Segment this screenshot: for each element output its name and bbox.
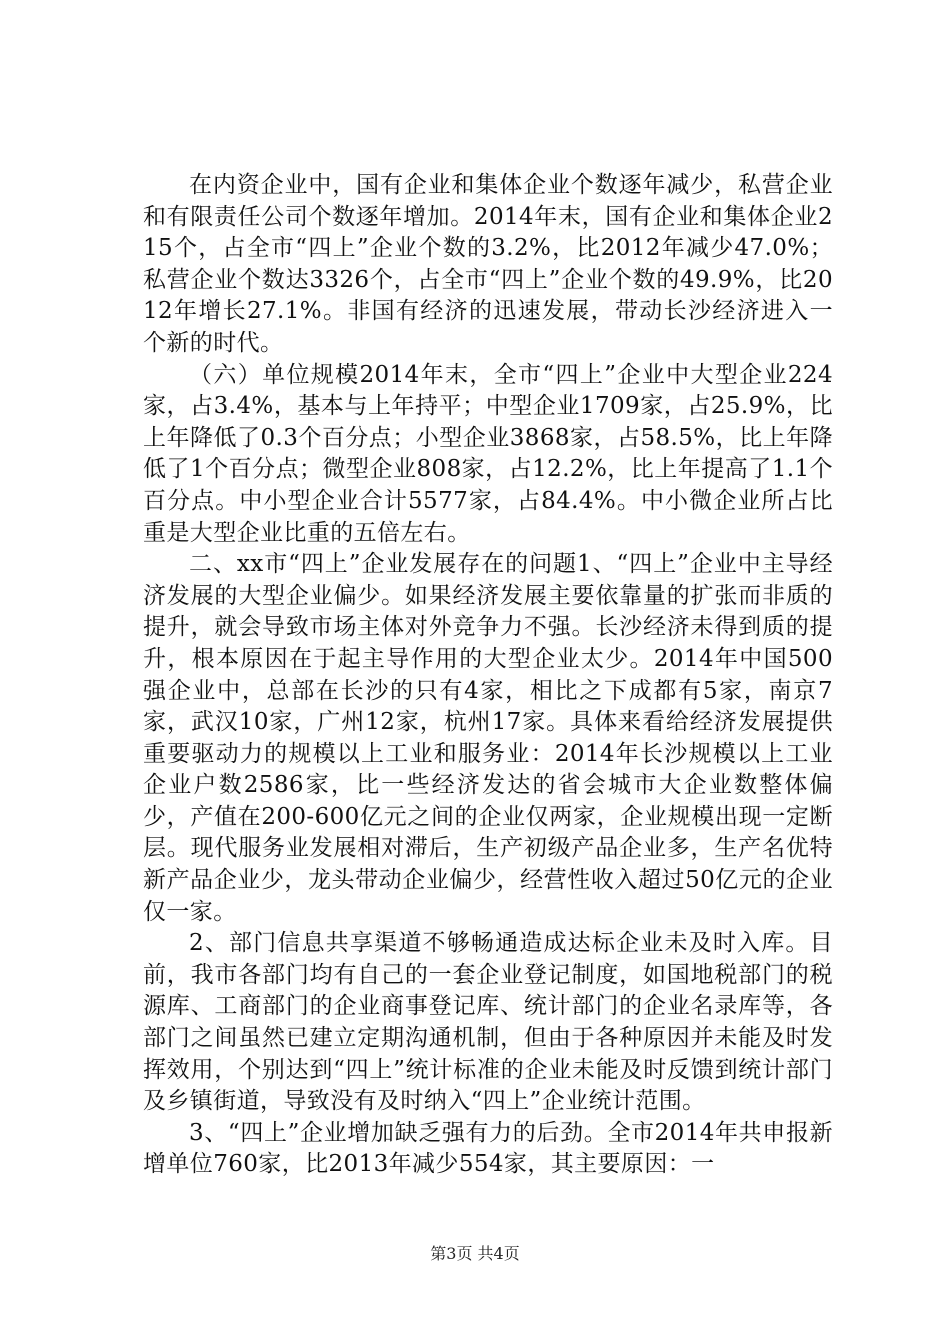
paragraph-domestic-enterprises: 在内资企业中，国有企业和集体企业个数逐年减少，私营企业和有限责任公司个数逐年增加。2014年末，国有企业和集体企业215个，占全市“四上”企业个数的3.2%，比2012年减少47.0%；私营企业个数达3326个，占全市“四上”企业个数的49.9%，比2012年增长27.1%。非国有经济的迅速发展，带动长沙经济进入一个新的时代。 [143, 172, 833, 356]
paragraph-problems-large-enterprises: 二、xx市“四上”企业发展存在的问题1、“四上”企业中主导经济发展的大型企业偏少。如果经济发展主要依靠量的扩张而非质的提升，就会导致市场主体对外竞争力不强。长沙经济未得到质的提升，根本原因在于起主导作用的大型企业太少。2014年中国500强企业中，总部在长沙的只有4家，相比之下成都有5家，南京7家，武汉10家，广州12家，杭州17家。具体来看给经济发展提供重要驱动力的规模以上工业和服务业：2014年长沙规模以上工业企业户数2586家，比一些经济发达的省会城市大企业数整体偏少，产值在200-600亿元之间的企业仅两家，企业规模出现一定断层。现代服务业发展相对滞后，生产初级产品企业多，生产名优特新产品企业少，龙头带动企业偏少，经营性收入超过50亿元的企业仅一家。 [143, 551, 833, 925]
paragraph-growth-momentum: 3、“四上”企业增加缺乏强有力的后劲。全市2014年共申报新增单位760家，比2013年减少554家，其主要原因：一 [143, 1119, 833, 1178]
page-footer: 第3页 共4页 [430, 1244, 520, 1263]
paragraph-unit-scale: （六）单位规模2014年末，全市“四上”企业中大型企业224家，占3.4%，基本与上年持平；中型企业1709家，占25.9%，比上年降低了0.3个百分点；小型企业3868家，占58.5%，比上年降低了1个百分点；微型企业808家，占12.2%，比上年提高了1.1个百分点。中小型企业合计5577家，占84.4%。中小微企业所占比重是大型企业比重的五倍左右。 [143, 361, 833, 546]
document-body [143, 170, 833, 1181]
paragraph-info-sharing: 2、部门信息共享渠道不够畅通造成达标企业未及时入库。目前，我市各部门均有自己的一套企业登记制度，如国地税部门的税源库、工商部门的企业商事登记库、统计部门的企业名录库等，各部门之间虽然已建立定期沟通机制，但由于各种原因并未能及时发挥效用，个别达到“四上”统计标准的企业未能及时反馈到统计部门及乡镇街道，导致没有及时纳入“四上”企业统计范围。 [143, 930, 833, 1115]
